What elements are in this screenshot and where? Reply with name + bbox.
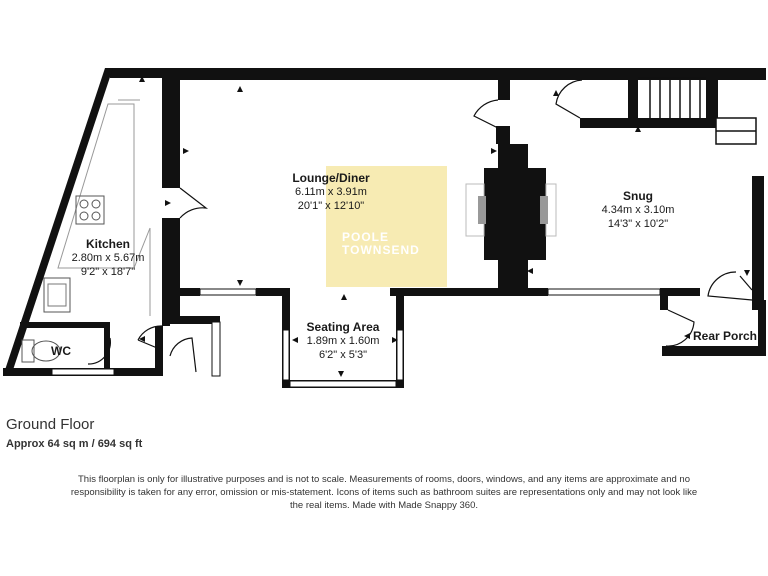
room-metric: 1.89m x 1.60m — [306, 335, 380, 347]
room-imperial: 20'1" x 12'10" — [297, 199, 365, 212]
room-name: Seating Area — [306, 320, 380, 334]
room-label-rear-porch — [690, 329, 760, 344]
disclaimer: This floorplan is only for illustrative purposes and is not to scale. Measurements of rooms, doors, windows, and any items are approximate and no responsibility is taken for any error, omission or mis-statement. Icons of items such as bathroom suites are representations only and may not look like the real items. Made with Made Snappy 360. — [70, 474, 698, 511]
room-name: Kitchen — [85, 237, 130, 251]
room-imperial: 9'2" x 18'7" — [80, 265, 136, 278]
room-imperial: 14'3" x 10'2" — [607, 217, 669, 230]
room-metric: 4.34m x 3.10m — [601, 204, 675, 216]
watermark-line1: POOLE — [342, 230, 390, 244]
room-name: Lounge/Diner — [292, 171, 370, 185]
floor-area: Approx 64 sq m / 694 sq ft — [6, 438, 143, 450]
room-label-snug — [580, 189, 696, 232]
room-name: Rear Porch — [692, 329, 758, 343]
room-label-lounge — [268, 171, 394, 214]
room-label-wc — [44, 344, 78, 359]
room-label-seating-area — [290, 320, 396, 363]
floor-title: Ground Floor — [6, 416, 95, 433]
watermark-line2: TOWNSEND — [342, 243, 420, 258]
room-label-kitchen — [58, 237, 158, 280]
room-name: WC — [51, 344, 71, 358]
stairs — [638, 78, 756, 144]
room-name: Snug — [623, 189, 653, 203]
room-imperial: 6'2" x 5'3" — [318, 348, 368, 361]
room-metric: 2.80m x 5.67m — [71, 252, 145, 264]
room-metric: 6.11m x 3.91m — [295, 186, 367, 198]
watermark-text — [342, 231, 437, 257]
